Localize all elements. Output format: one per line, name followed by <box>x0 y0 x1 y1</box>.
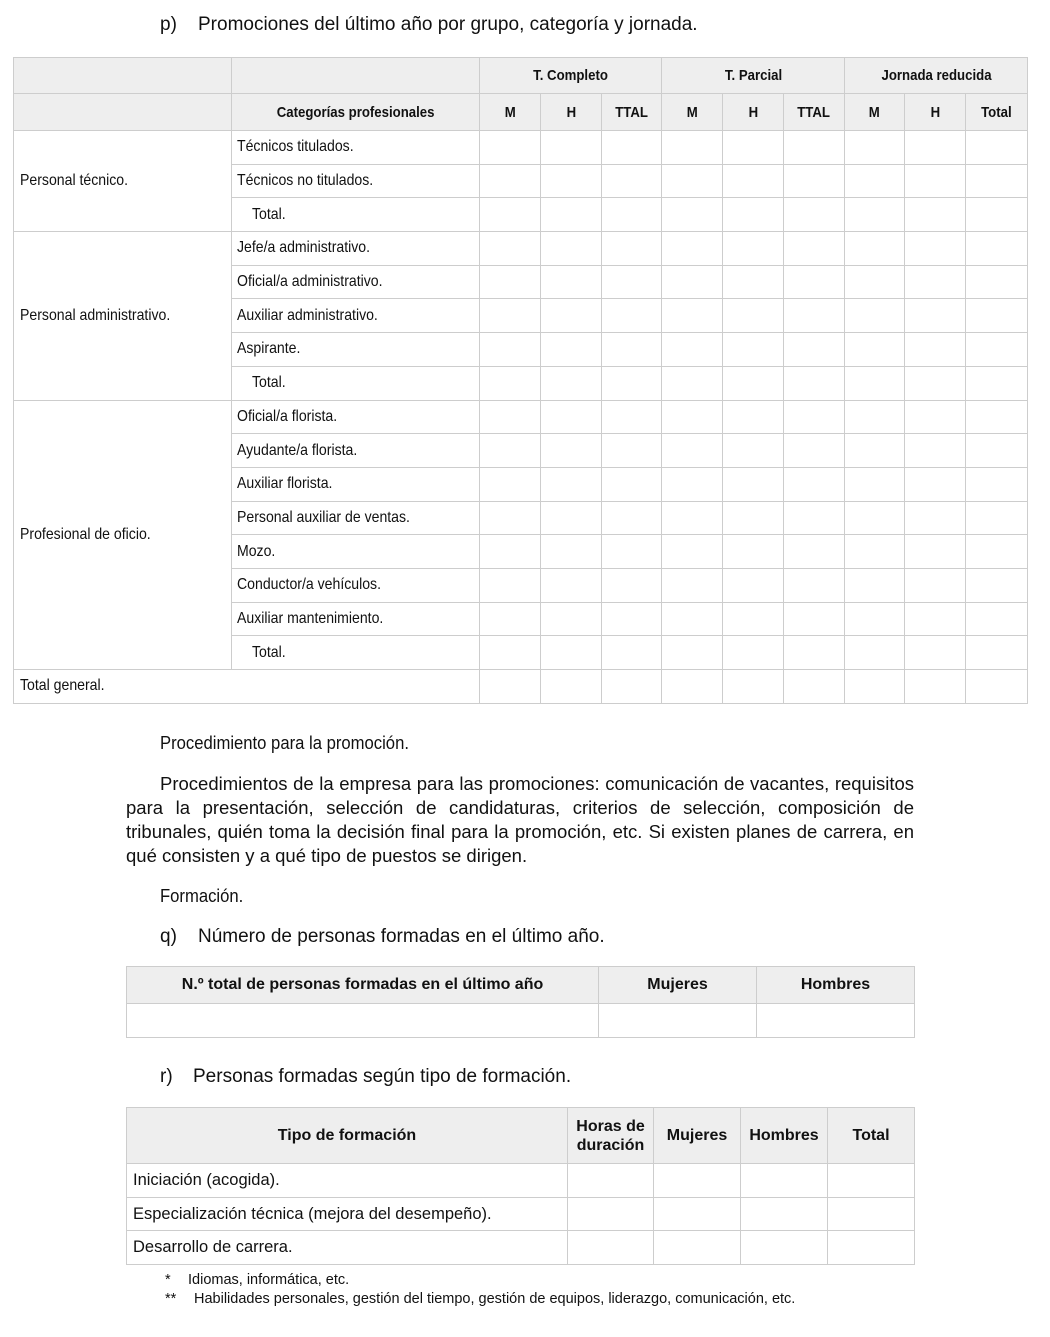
value-cell[interactable] <box>966 366 1028 400</box>
value-cell[interactable] <box>905 501 966 535</box>
value-cell[interactable] <box>480 501 541 535</box>
value-cell[interactable] <box>602 501 662 535</box>
group-total-label: Total. <box>232 198 480 232</box>
category-label: Técnicos titulados. <box>232 131 480 165</box>
value-cell[interactable] <box>602 299 662 333</box>
value-cell[interactable] <box>905 131 966 165</box>
value-cell[interactable] <box>541 467 602 501</box>
value-cell[interactable] <box>602 434 662 468</box>
header-hours-line1: Horas de <box>576 1117 645 1135</box>
category-label: Personal auxiliar de ventas. <box>232 501 480 535</box>
value-cell[interactable] <box>905 400 966 434</box>
section-r-heading <box>160 1066 571 1088</box>
value-cell[interactable] <box>723 198 784 232</box>
value-cell[interactable] <box>784 265 845 299</box>
group-label: Personal técnico. <box>14 131 232 232</box>
value-cell[interactable] <box>480 333 541 367</box>
value-cell[interactable] <box>784 434 845 468</box>
value-cell[interactable] <box>845 299 905 333</box>
value-cell[interactable] <box>845 333 905 367</box>
value-cell[interactable] <box>541 501 602 535</box>
value-cell[interactable] <box>541 535 602 569</box>
men-cell[interactable] <box>757 1004 915 1038</box>
value-cell[interactable] <box>905 265 966 299</box>
promotions-table <box>13 57 1028 704</box>
value-cell[interactable] <box>662 265 723 299</box>
value-cell[interactable] <box>480 299 541 333</box>
value-cell[interactable] <box>541 366 602 400</box>
value-cell[interactable] <box>654 1231 741 1265</box>
value-cell[interactable] <box>480 670 541 704</box>
value-cell[interactable] <box>602 400 662 434</box>
value-cell[interactable] <box>845 636 905 670</box>
group-label: Profesional de oficio. <box>14 400 232 670</box>
value-cell[interactable] <box>654 1197 741 1231</box>
header-h: H <box>723 94 784 131</box>
value-cell[interactable] <box>784 670 845 704</box>
header-row-groups <box>14 58 1028 94</box>
value-cell[interactable] <box>966 198 1028 232</box>
table-row <box>127 1197 915 1231</box>
value-cell[interactable] <box>480 366 541 400</box>
table-row <box>14 131 1028 165</box>
value-cell[interactable] <box>966 535 1028 569</box>
value-cell[interactable] <box>966 670 1028 704</box>
category-label: Jefe/a administrativo. <box>232 232 480 266</box>
value-cell[interactable] <box>602 568 662 602</box>
value-cell[interactable] <box>662 232 723 266</box>
value-cell[interactable] <box>845 232 905 266</box>
value-cell[interactable] <box>723 535 784 569</box>
value-cell[interactable] <box>662 568 723 602</box>
section-q-heading <box>160 926 605 948</box>
value-cell[interactable] <box>602 333 662 367</box>
value-cell[interactable] <box>541 265 602 299</box>
value-cell[interactable] <box>784 636 845 670</box>
value-cell[interactable] <box>662 602 723 636</box>
value-cell[interactable] <box>480 535 541 569</box>
value-cell[interactable] <box>966 501 1028 535</box>
header-m: M <box>480 94 541 131</box>
grand-total-label: Total general. <box>14 670 480 704</box>
value-cell[interactable] <box>602 164 662 198</box>
value-cell[interactable] <box>541 198 602 232</box>
table-row <box>14 400 1028 434</box>
value-cell[interactable] <box>845 131 905 165</box>
value-cell[interactable] <box>905 602 966 636</box>
group-total-label: Total. <box>232 636 480 670</box>
value-cell[interactable] <box>723 568 784 602</box>
training-type-label: Desarrollo de carrera. <box>127 1231 568 1265</box>
value-cell[interactable] <box>723 501 784 535</box>
value-cell[interactable] <box>662 535 723 569</box>
value-cell[interactable] <box>905 434 966 468</box>
training-type-label: Especialización técnica (mejora del desempeño). <box>127 1197 568 1231</box>
value-cell[interactable] <box>602 670 662 704</box>
category-label: Conductor/a vehículos. <box>232 568 480 602</box>
value-cell[interactable] <box>966 467 1028 501</box>
header-women: Mujeres <box>599 967 757 1004</box>
header-row-sub <box>14 94 1028 131</box>
value-cell[interactable] <box>966 265 1028 299</box>
value-cell[interactable] <box>784 299 845 333</box>
category-label: Ayudante/a florista. <box>232 434 480 468</box>
value-cell[interactable] <box>480 568 541 602</box>
value-cell[interactable] <box>541 299 602 333</box>
value-cell[interactable] <box>602 232 662 266</box>
value-cell[interactable] <box>662 299 723 333</box>
value-cell[interactable] <box>480 636 541 670</box>
grand-total-row <box>14 670 1028 704</box>
value-cell[interactable] <box>905 467 966 501</box>
value-cell[interactable] <box>905 568 966 602</box>
value-cell[interactable] <box>966 636 1028 670</box>
value-cell[interactable] <box>905 670 966 704</box>
value-cell[interactable] <box>845 400 905 434</box>
value-cell[interactable] <box>602 636 662 670</box>
value-cell[interactable] <box>845 265 905 299</box>
header-jornada-reducida: Jornada reducida <box>845 58 1028 94</box>
trained-people-table <box>126 966 915 1038</box>
value-cell[interactable] <box>541 670 602 704</box>
header-empty <box>14 58 232 94</box>
category-label: Técnicos no titulados. <box>232 164 480 198</box>
header-empty <box>232 58 480 94</box>
value-cell[interactable] <box>828 1197 915 1231</box>
header-men: Hombres <box>757 967 915 1004</box>
header-t-completo: T. Completo <box>480 58 662 94</box>
header-row <box>127 967 915 1004</box>
value-cell[interactable] <box>723 400 784 434</box>
value-cell[interactable] <box>602 467 662 501</box>
category-label: Aspirante. <box>232 333 480 367</box>
value-cell[interactable] <box>966 299 1028 333</box>
value-cell[interactable] <box>845 602 905 636</box>
header-total: Total <box>828 1108 915 1164</box>
value-cell[interactable] <box>480 602 541 636</box>
value-cell[interactable] <box>480 265 541 299</box>
section-p-title: Promociones del último año por grupo, categoría y jornada. <box>198 14 698 35</box>
value-cell[interactable] <box>741 1164 828 1198</box>
value-cell[interactable] <box>828 1231 915 1265</box>
value-cell[interactable] <box>723 670 784 704</box>
value-cell[interactable] <box>845 164 905 198</box>
value-cell[interactable] <box>662 366 723 400</box>
footnote-1-text: Idiomas, informática, etc. <box>188 1272 350 1288</box>
header-empty <box>14 94 232 131</box>
value-cell[interactable] <box>568 1197 654 1231</box>
value-cell[interactable] <box>905 232 966 266</box>
value-cell[interactable] <box>480 467 541 501</box>
value-cell[interactable] <box>723 164 784 198</box>
value-cell[interactable] <box>662 670 723 704</box>
value-cell[interactable] <box>541 131 602 165</box>
value-cell[interactable] <box>662 198 723 232</box>
header-m: M <box>662 94 723 131</box>
section-r-marker: r) <box>160 1066 173 1087</box>
value-cell[interactable] <box>662 333 723 367</box>
value-cell[interactable] <box>741 1197 828 1231</box>
training-type-table <box>126 1107 915 1265</box>
value-cell[interactable] <box>662 501 723 535</box>
value-cell[interactable] <box>784 198 845 232</box>
value-cell[interactable] <box>845 434 905 468</box>
category-label: Auxiliar florista. <box>232 467 480 501</box>
category-label: Auxiliar mantenimiento. <box>232 602 480 636</box>
value-cell[interactable] <box>784 131 845 165</box>
category-label: Mozo. <box>232 535 480 569</box>
footnote-2-text: Habilidades personales, gestión del tiempo, gestión de equipos, liderazgo, comunicación, etc. <box>194 1291 796 1307</box>
value-cell[interactable] <box>662 467 723 501</box>
value-cell[interactable] <box>568 1231 654 1265</box>
value-cell[interactable] <box>654 1164 741 1198</box>
value-cell[interactable] <box>905 636 966 670</box>
value-cell[interactable] <box>541 333 602 367</box>
value-cell[interactable] <box>905 299 966 333</box>
header-hours <box>568 1108 654 1164</box>
value-cell[interactable] <box>905 198 966 232</box>
value-cell[interactable] <box>480 434 541 468</box>
total-trained-cell[interactable] <box>127 1004 599 1038</box>
value-cell[interactable] <box>662 164 723 198</box>
value-cell[interactable] <box>602 198 662 232</box>
header-training-type: Tipo de formación <box>127 1108 568 1164</box>
value-cell[interactable] <box>966 400 1028 434</box>
footnote-2-mark: ** <box>165 1291 177 1307</box>
value-cell[interactable] <box>784 535 845 569</box>
procedure-body: Procedimientos de la empresa para las promociones: comunicación de vacantes, requisitos para la presentación, selección de candidaturas, criterios de selección, composición de tribunales, quién toma la decisión final para la promoción, etc. Si existen planes de carrera, en qué consisten y a qué tipo de puestos se dirigen. <box>126 773 914 866</box>
value-cell[interactable] <box>905 535 966 569</box>
value-cell[interactable] <box>723 131 784 165</box>
table-row <box>127 1231 915 1265</box>
category-label: Oficial/a florista. <box>232 400 480 434</box>
footnote-2 <box>165 1291 795 1307</box>
value-cell[interactable] <box>845 501 905 535</box>
training-type-body <box>127 1164 915 1265</box>
value-cell[interactable] <box>480 400 541 434</box>
value-cell[interactable] <box>784 164 845 198</box>
value-cell[interactable] <box>784 400 845 434</box>
value-cell[interactable] <box>905 164 966 198</box>
value-cell[interactable] <box>723 434 784 468</box>
category-label: Oficial/a administrativo. <box>232 265 480 299</box>
value-cell[interactable] <box>966 568 1028 602</box>
value-cell[interactable] <box>480 164 541 198</box>
value-cell[interactable] <box>662 636 723 670</box>
footnote-1 <box>165 1272 349 1288</box>
value-cell[interactable] <box>905 366 966 400</box>
procedure-title: Procedimiento para la promoción. <box>160 732 409 753</box>
value-cell[interactable] <box>741 1231 828 1265</box>
header-women: Mujeres <box>654 1108 741 1164</box>
value-cell[interactable] <box>966 602 1028 636</box>
header-men: Hombres <box>741 1108 828 1164</box>
value-cell[interactable] <box>480 198 541 232</box>
value-cell[interactable] <box>966 232 1028 266</box>
header-t-parcial: T. Parcial <box>662 58 845 94</box>
header-total-trained: N.º total de personas formadas en el último año <box>127 967 599 1004</box>
value-cell[interactable] <box>602 265 662 299</box>
value-cell[interactable] <box>723 265 784 299</box>
value-cell[interactable] <box>784 333 845 367</box>
value-cell[interactable] <box>662 400 723 434</box>
header-total: Total <box>966 94 1028 131</box>
header-h: H <box>541 94 602 131</box>
value-cell[interactable] <box>723 467 784 501</box>
section-p-marker: p) <box>160 14 177 35</box>
value-cell[interactable] <box>541 602 602 636</box>
training-type-label: Iniciación (acogida). <box>127 1164 568 1198</box>
value-cell[interactable] <box>541 434 602 468</box>
value-cell[interactable] <box>723 636 784 670</box>
value-cell[interactable] <box>845 366 905 400</box>
value-cell[interactable] <box>845 535 905 569</box>
promotions-table-body <box>14 131 1028 704</box>
value-cell[interactable] <box>662 131 723 165</box>
header-row <box>127 1108 915 1164</box>
value-cell[interactable] <box>723 366 784 400</box>
value-cell[interactable] <box>541 232 602 266</box>
group-total-label: Total. <box>232 366 480 400</box>
value-cell[interactable] <box>602 131 662 165</box>
value-cell[interactable] <box>784 602 845 636</box>
table-row <box>127 1004 915 1038</box>
section-q-marker: q) <box>160 926 177 947</box>
value-cell[interactable] <box>480 131 541 165</box>
value-cell[interactable] <box>602 535 662 569</box>
women-cell[interactable] <box>599 1004 757 1038</box>
value-cell[interactable] <box>723 333 784 367</box>
section-r-title: Personas formadas según tipo de formación. <box>193 1066 572 1087</box>
table-row <box>14 232 1028 266</box>
section-q-title: Número de personas formadas en el último año. <box>198 926 605 947</box>
training-title: Formación. <box>160 885 244 906</box>
value-cell[interactable] <box>662 434 723 468</box>
header-h: H <box>905 94 966 131</box>
table-row <box>127 1164 915 1198</box>
value-cell[interactable] <box>828 1164 915 1198</box>
value-cell[interactable] <box>723 602 784 636</box>
value-cell[interactable] <box>784 232 845 266</box>
value-cell[interactable] <box>784 366 845 400</box>
value-cell[interactable] <box>541 164 602 198</box>
value-cell[interactable] <box>541 568 602 602</box>
value-cell[interactable] <box>723 232 784 266</box>
value-cell[interactable] <box>784 568 845 602</box>
value-cell[interactable] <box>541 400 602 434</box>
value-cell[interactable] <box>905 333 966 367</box>
value-cell[interactable] <box>966 164 1028 198</box>
value-cell[interactable] <box>723 299 784 333</box>
value-cell[interactable] <box>845 198 905 232</box>
value-cell[interactable] <box>966 131 1028 165</box>
value-cell[interactable] <box>845 670 905 704</box>
category-label: Auxiliar administrativo. <box>232 299 480 333</box>
footnote-1-mark: * <box>165 1272 171 1288</box>
value-cell[interactable] <box>480 232 541 266</box>
header-categorias: Categorías profesionales <box>232 94 480 131</box>
value-cell[interactable] <box>602 366 662 400</box>
value-cell[interactable] <box>784 501 845 535</box>
value-cell[interactable] <box>541 636 602 670</box>
header-m: M <box>845 94 905 131</box>
value-cell[interactable] <box>602 602 662 636</box>
value-cell[interactable] <box>845 568 905 602</box>
header-total: TTAL <box>602 94 662 131</box>
value-cell[interactable] <box>568 1164 654 1198</box>
section-p-heading <box>160 14 698 36</box>
header-hours-line2: duración <box>576 1136 645 1154</box>
value-cell[interactable] <box>966 333 1028 367</box>
value-cell[interactable] <box>845 467 905 501</box>
group-label: Personal administrativo. <box>14 232 232 400</box>
value-cell[interactable] <box>784 467 845 501</box>
value-cell[interactable] <box>966 434 1028 468</box>
header-total: TTAL <box>784 94 845 131</box>
